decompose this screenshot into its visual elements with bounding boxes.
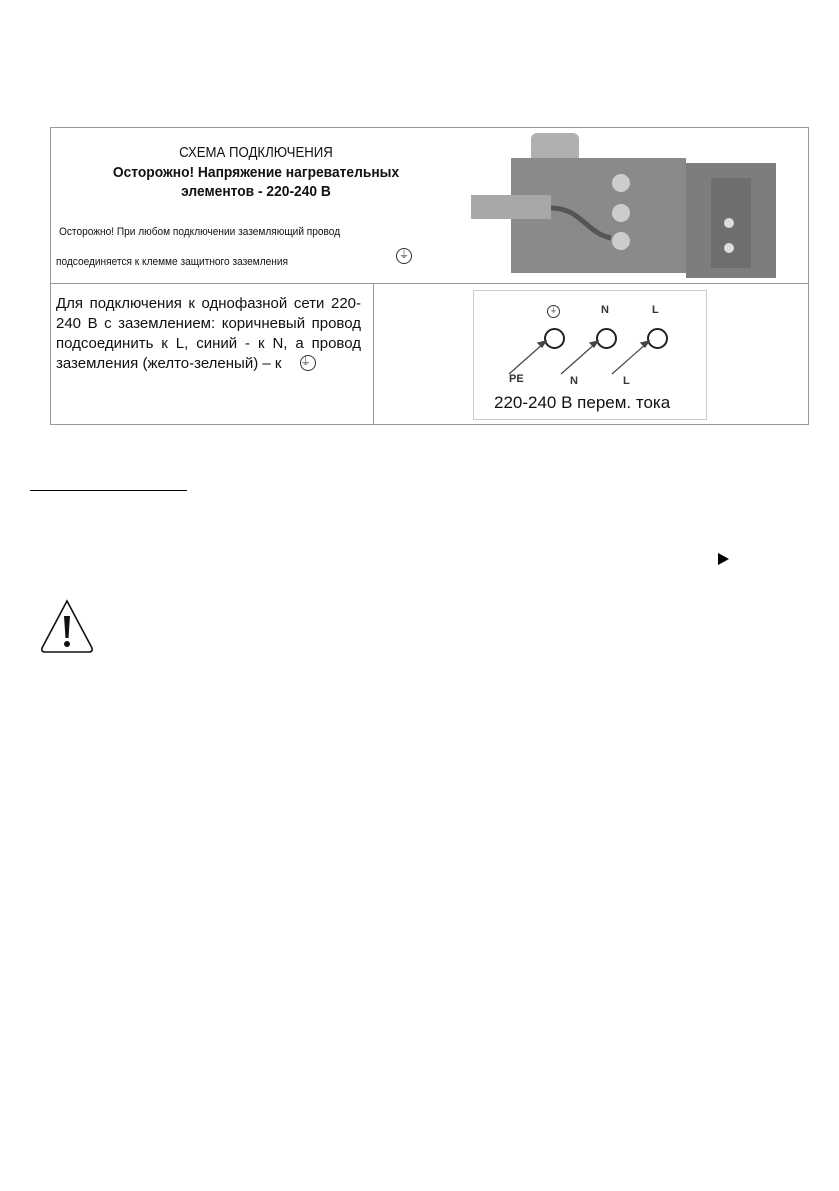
ground-icon: ⏚	[396, 248, 412, 264]
terminal-n-top-label: N	[601, 304, 609, 316]
scheme-title: СХЕМА ПОДКЛЮЧЕНИЯ	[179, 144, 333, 161]
terminal-pe-label: PE	[509, 373, 524, 385]
terminal-diagram	[473, 290, 707, 420]
terminal-l-top-label: L	[652, 304, 659, 316]
terminal-n-label: N	[570, 375, 578, 387]
voltage-label: 220-240 В перем. тока	[494, 393, 671, 412]
ground-warning-line2: подсоединяется к клемме защитного заземления	[56, 256, 288, 268]
column-divider	[373, 284, 374, 424]
underline-divider	[30, 490, 187, 491]
connection-description: Для подключения к однофазной сети 220-240 В с заземлением: коричневый провод подсоединить к L, синий - к N, а провод заземления (желто-зеленый) – к ⏚	[56, 295, 361, 372]
warning-triangle-icon	[38, 598, 96, 654]
voltage-warning-heading: Осторожно! Напряжение нагревательных элементов - 220-240 В	[112, 164, 400, 200]
ground-warning-line1: Осторожно! При любом подключении заземляющий провод	[59, 226, 341, 238]
ground-icon: ⏚	[547, 305, 560, 318]
play-arrow-icon	[718, 553, 729, 565]
terminal-block-photo	[471, 133, 801, 278]
row-divider	[51, 283, 808, 284]
ground-icon: ⏚	[300, 355, 316, 371]
connection-scheme-table	[50, 127, 809, 425]
terminal-l-label: L	[623, 375, 630, 387]
